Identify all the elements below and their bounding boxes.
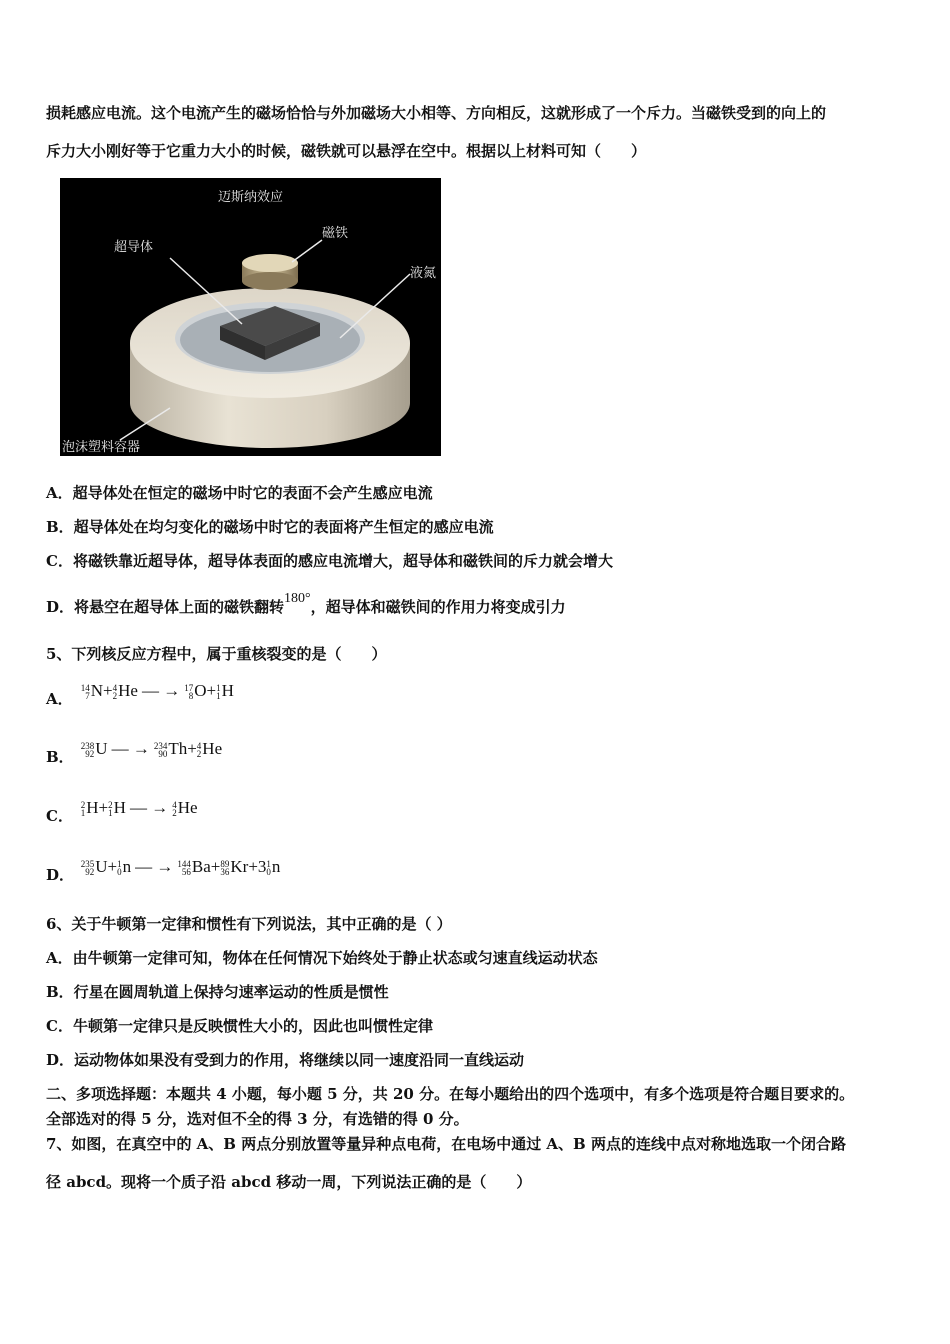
q6-stem: 6、关于牛顿第一定律和惯性有下列说法，其中正确的是（ ） (46, 915, 452, 933)
label-superconductor: 超导体 (114, 240, 154, 255)
angle-180: 180° (284, 591, 311, 606)
q5-option-c (46, 797, 198, 825)
section2-line-1: 二、多项选择题：本题共 4 小题，每小题 5 分，共 20 分。在每小题给出的四个选项中，有多个选项是符合题目要求的。 (46, 1085, 855, 1103)
equation-c: 2 1 H+ 2 1 H — → 4 2 He (80, 798, 198, 819)
q5-stem: 5、下列核反应方程中，属于重核裂变的是（ ） (46, 645, 387, 663)
q4-option-b: B．超导体处在均匀变化的磁场中时它的表面将产生恒定的感应电流 (46, 518, 494, 536)
equation-d: 235 92 U+ 1 0 n — → 144 56 Ba+ 89 36 Kr+3 1 0 n (80, 857, 281, 878)
figure-title: 迈斯纳效应 (217, 190, 283, 205)
q6-option-c: C．牛顿第一定律只是反映惯性大小的，因此也叫惯性定律 (46, 1017, 433, 1035)
label-container: 泡沫塑料容器 (62, 440, 141, 455)
q5-option-d (46, 856, 281, 884)
section2-line-2: 全部选对的得 5 分，选对但不全的得 3 分，有选错的得 0 分。 (46, 1110, 469, 1128)
label-liquid-nitrogen: 液氮 (410, 266, 437, 281)
q6-option-a: A．由牛顿第一定律可知，物体在任何情况下始终处于静止状态或匀速直线运动状态 (46, 949, 598, 967)
q4-option-c: C．将磁铁靠近超导体，超导体表面的感应电流增大，超导体和磁铁间的斥力就会增大 (46, 552, 613, 570)
equation-a: 14 7 N+ 4 2 He — → 17 8 O+ 1 1 H (80, 681, 234, 702)
meissner-effect-figure (60, 178, 441, 456)
q5-label-c: C． (46, 807, 73, 825)
label-magnet: 磁铁 (322, 226, 349, 241)
q7-line-1: 7、如图，在真空中的 A、B 两点分别放置等量异种点电荷，在电场中通过 A、B 两点的连线中点对称地选取一个闭合路 (46, 1135, 846, 1153)
q4-option-a: A．超导体处在恒定的磁场中时它的表面不会产生感应电流 (46, 484, 433, 502)
q6-option-d: D．运动物体如果没有受到力的作用，将继续以同一速度沿同一直线运动 (46, 1051, 525, 1069)
q5-option-a (46, 680, 234, 708)
q5-label-d: D． (46, 866, 75, 884)
intro-line-2: 斥力大小刚好等于它重力大小的时候，磁铁就可以悬浮在空中。根据以上材料可知（ ） (46, 142, 647, 160)
q5-option-b (46, 738, 223, 766)
intro-line-1: 损耗感应电流。这个电流产生的磁场恰恰与外加磁场大小相等、方向相反，这就形成了一个斥力。当磁铁受到的向上的 (46, 104, 827, 122)
equation-b: 238 92 U — → 234 90 Th+ 4 2 He (80, 739, 223, 760)
q5-label-a: A． (46, 690, 73, 708)
q6-option-b: B．行星在圆周轨道上保持匀速率运动的性质是惯性 (46, 983, 389, 1001)
q4-option-d (46, 591, 566, 617)
q4-option-d-text-2: ，超导体和磁铁间的作用力将变成引力 (310, 598, 566, 616)
q7-line-2: 径 abcd。现将一个质子沿 abcd 移动一周，下列说法正确的是（ ） (46, 1173, 532, 1191)
q4-option-d-text-1: D．将悬空在超导体上面的磁铁翻转 (46, 598, 285, 616)
figure-illustration (60, 178, 441, 456)
q5-label-b: B． (46, 748, 74, 766)
